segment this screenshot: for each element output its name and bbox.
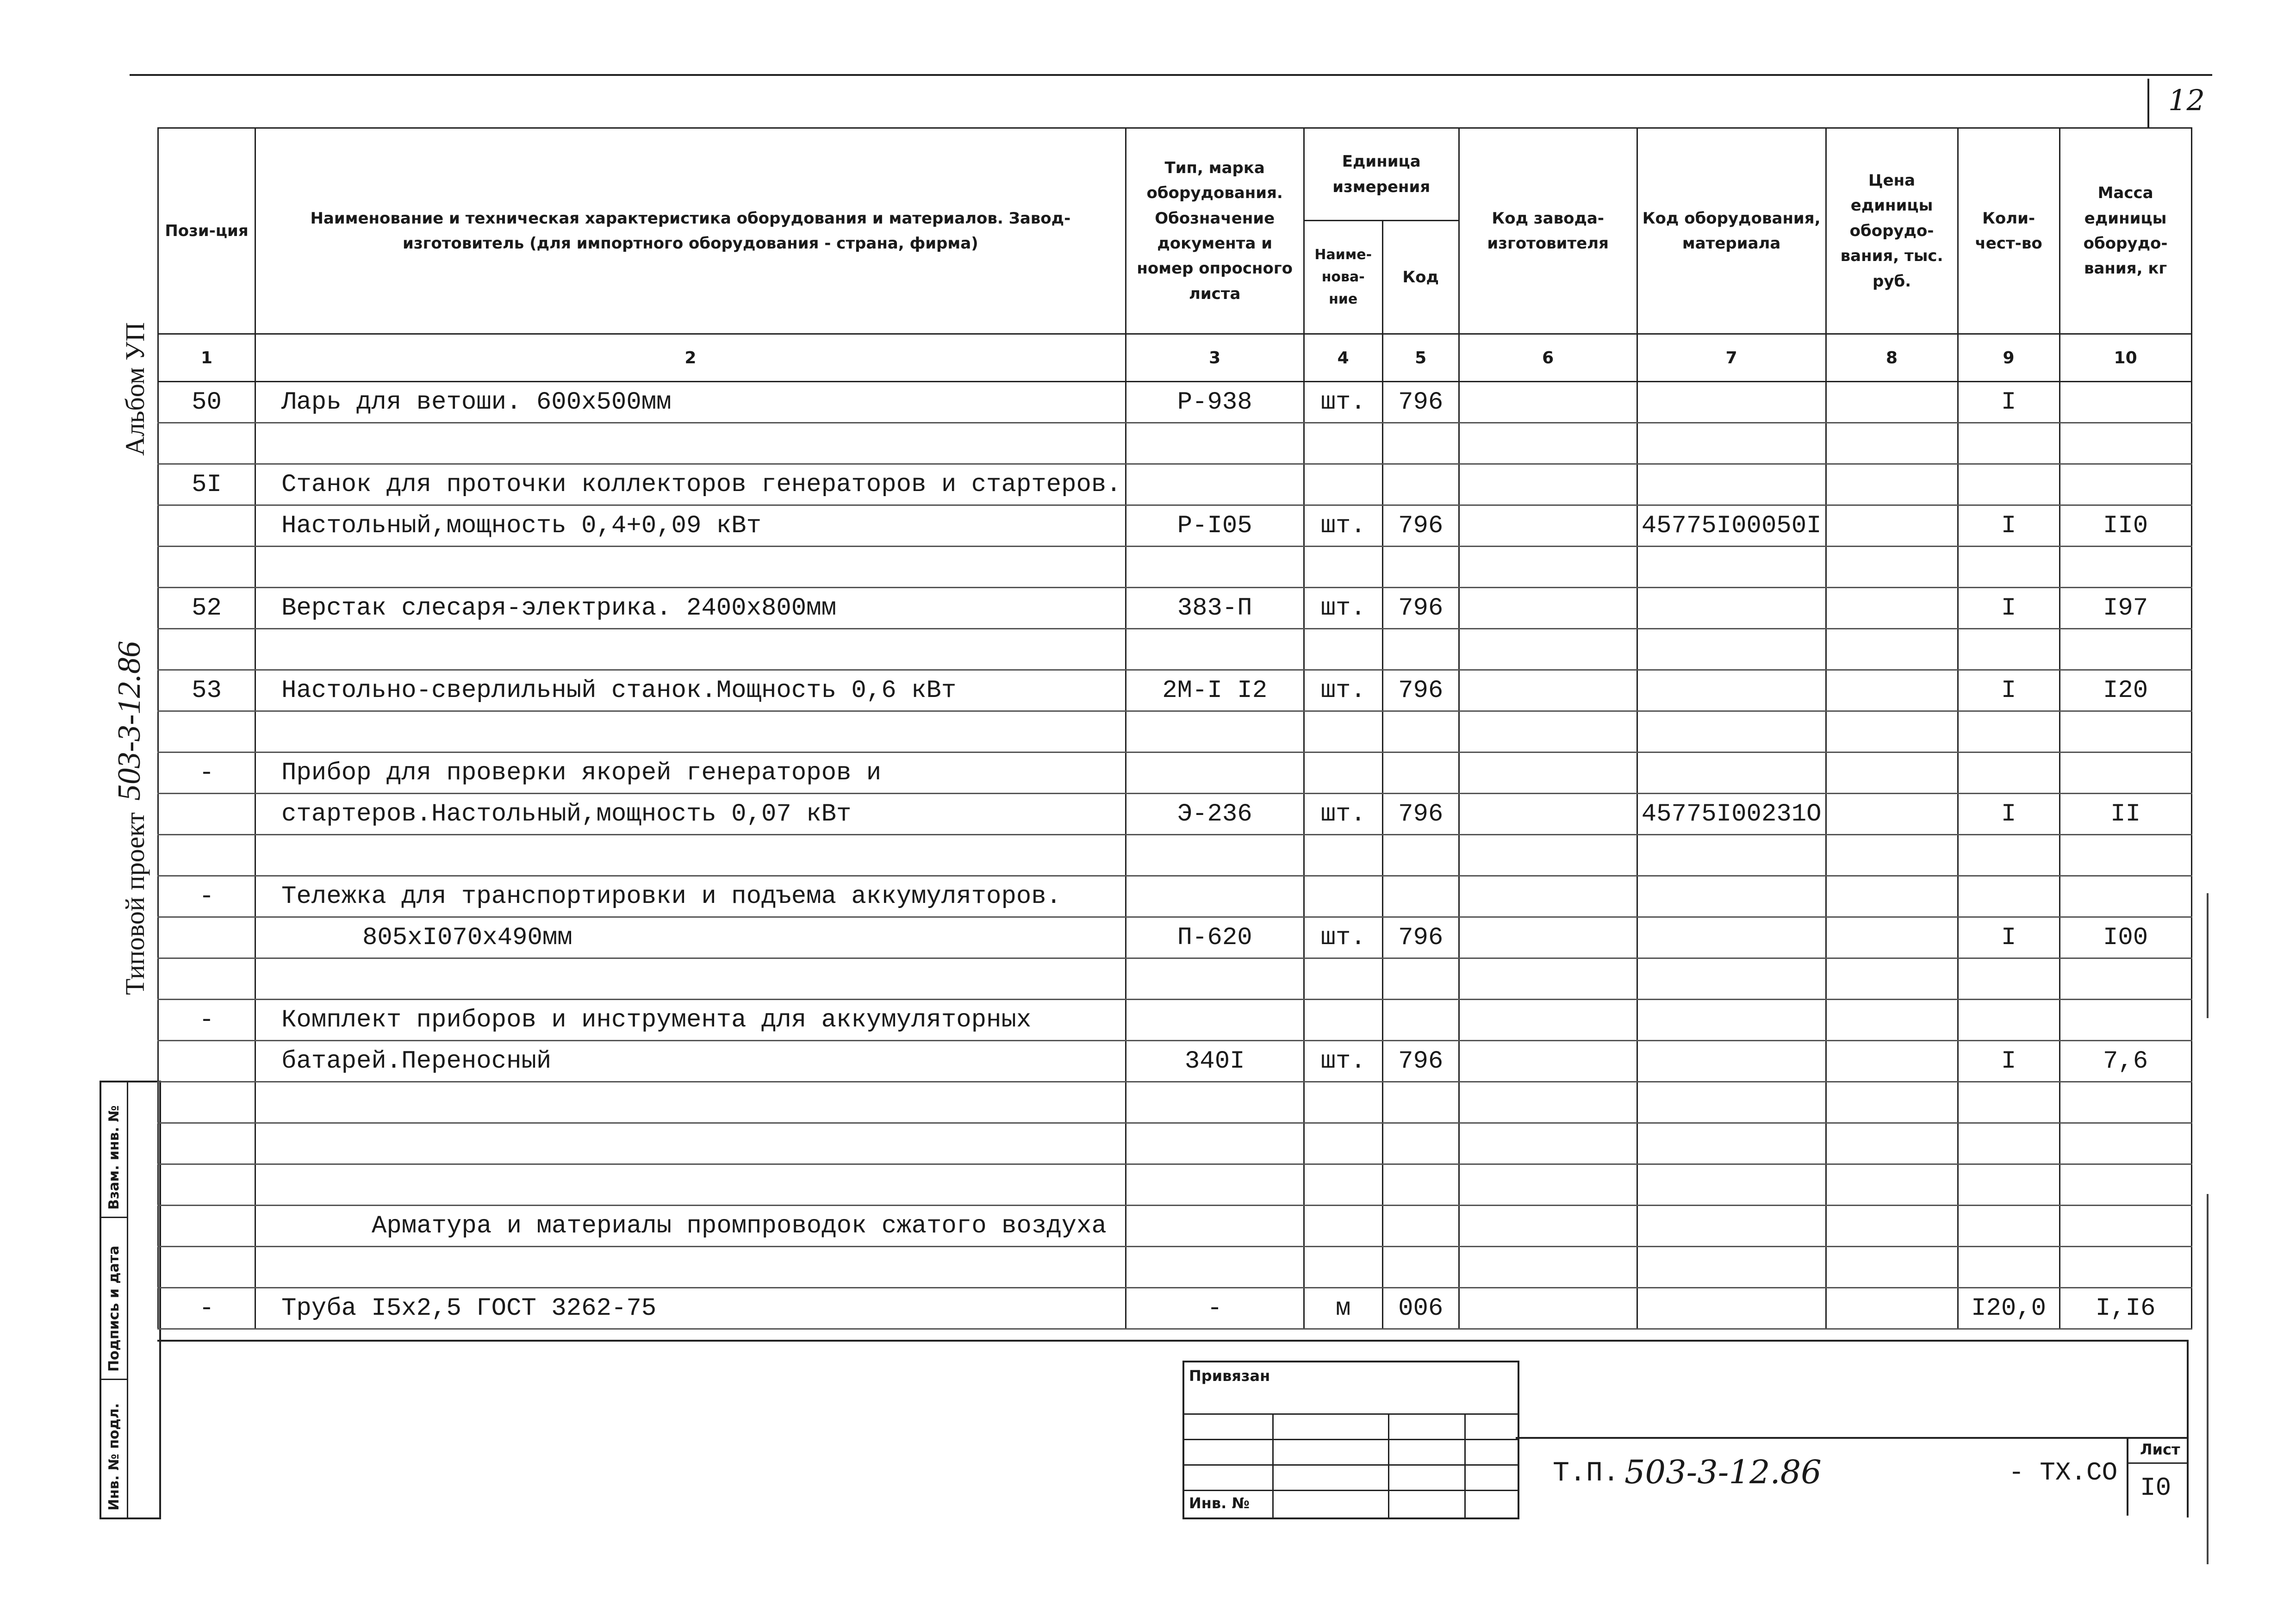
table-row	[158, 794, 2192, 835]
doc-code: 503-3-12.86	[1624, 1453, 1822, 1491]
unit-cell	[1304, 1000, 1382, 1041]
side-label-project: Типовой проект	[120, 812, 150, 995]
stamp-inv-original: Инв. № подл.	[106, 1403, 122, 1511]
type-cell	[1126, 835, 1304, 876]
unit-code-cell: 796	[1382, 1041, 1459, 1082]
doc-suffix: - ТХ.СО	[2009, 1458, 2118, 1487]
title-divider	[1516, 1437, 2187, 1439]
equip-code-cell	[1637, 670, 1826, 711]
equip-code-cell	[1637, 958, 1826, 1000]
unit-cell: шт.	[1304, 505, 1382, 547]
column-number: 9	[1958, 334, 2060, 382]
mass-cell	[2060, 1247, 2191, 1288]
type-cell	[1126, 958, 1304, 1000]
qty-cell	[1958, 835, 2060, 876]
unit-cell	[1304, 835, 1382, 876]
unit-cell: шт.	[1304, 917, 1382, 958]
table-body	[158, 382, 2192, 1329]
type-cell: 383-П	[1126, 588, 1304, 629]
table-row	[158, 423, 2192, 464]
equip-code-cell	[1637, 711, 1826, 752]
sheet-box	[2127, 1437, 2189, 1516]
type-cell: 2М-I I2	[1126, 670, 1304, 711]
name-cell: Тележка для транспортировки и подъема аккумуляторов.	[255, 876, 1126, 917]
price-cell	[1826, 464, 1958, 505]
mass-cell	[2060, 958, 2191, 1000]
qty-cell: I	[1958, 588, 2060, 629]
price-cell	[1826, 835, 1958, 876]
equip-code-cell	[1637, 547, 1826, 588]
price-cell	[1826, 711, 1958, 752]
qty-cell	[1958, 1000, 2060, 1041]
equip-code-cell	[1637, 1247, 1826, 1288]
name-cell: стартеров.Настольный,мощность 0,07 кВт	[255, 794, 1126, 835]
maker-code-cell	[1459, 629, 1637, 670]
unit-code-cell	[1382, 629, 1459, 670]
equip-code-cell	[1637, 1041, 1826, 1082]
column-number: 1	[158, 334, 255, 382]
name-cell	[255, 547, 1126, 588]
table-row	[158, 1288, 2192, 1329]
side-label-project-code: 503-3-12.86	[112, 641, 147, 801]
unit-code-cell	[1382, 752, 1459, 794]
mass-cell	[2060, 423, 2191, 464]
table-row	[158, 505, 2192, 547]
mass-cell: I20	[2060, 670, 2191, 711]
unit-code-cell: 796	[1382, 670, 1459, 711]
unit-code-cell: 006	[1382, 1288, 1459, 1329]
type-cell	[1126, 711, 1304, 752]
equip-code-cell	[1637, 752, 1826, 794]
column-number: 5	[1382, 334, 1459, 382]
type-cell: П-620	[1126, 917, 1304, 958]
table-row	[158, 917, 2192, 958]
table-row	[158, 1041, 2192, 1082]
qty-cell	[1958, 1164, 2060, 1206]
unit-code-cell: 796	[1382, 382, 1459, 423]
maker-code-cell	[1459, 876, 1637, 917]
name-cell	[255, 711, 1126, 752]
header-type: Тип, марка оборудования. Обозначение документа и номер опросного листа	[1126, 128, 1304, 334]
table-row	[158, 835, 2192, 876]
type-cell	[1126, 464, 1304, 505]
price-cell	[1826, 1041, 1958, 1082]
name-cell	[255, 1247, 1126, 1288]
equip-code-cell	[1637, 464, 1826, 505]
mass-cell	[2060, 1123, 2191, 1164]
column-number: 6	[1459, 334, 1637, 382]
equip-code-cell	[1637, 382, 1826, 423]
unit-cell: шт.	[1304, 670, 1382, 711]
type-cell: Э-236	[1126, 794, 1304, 835]
qty-cell: I	[1958, 794, 2060, 835]
unit-code-cell	[1382, 1000, 1459, 1041]
position-cell: 50	[158, 382, 255, 423]
stamp-replaced-inv: Взам. инв. №	[106, 1105, 122, 1210]
maker-code-cell	[1459, 1288, 1637, 1329]
binding-label: Привязан	[1189, 1367, 1270, 1385]
maker-code-cell	[1459, 670, 1637, 711]
position-cell	[158, 958, 255, 1000]
unit-code-cell	[1382, 958, 1459, 1000]
name-cell: 805хI070х490мм	[255, 917, 1126, 958]
maker-code-cell	[1459, 1123, 1637, 1164]
name-cell	[255, 423, 1126, 464]
price-cell	[1826, 1123, 1958, 1164]
mass-cell	[2060, 876, 2191, 917]
unit-code-cell: 796	[1382, 588, 1459, 629]
unit-cell: шт.	[1304, 382, 1382, 423]
type-cell: Р-938	[1126, 382, 1304, 423]
header-unit-name: Наиме-нова-ние	[1304, 221, 1382, 334]
unit-code-cell: 796	[1382, 917, 1459, 958]
mass-cell	[2060, 1164, 2191, 1206]
type-cell: Р-I05	[1126, 505, 1304, 547]
table-row	[158, 711, 2192, 752]
mass-cell	[2060, 382, 2191, 423]
position-cell	[158, 629, 255, 670]
sheet-number: I0	[2140, 1473, 2172, 1503]
maker-code-cell	[1459, 1247, 1637, 1288]
header-pos: Пози-ция	[158, 128, 255, 334]
header-price: Цена единицы оборудо-вания, тыс. руб.	[1826, 128, 1958, 334]
maker-code-cell	[1459, 711, 1637, 752]
unit-code-cell	[1382, 1247, 1459, 1288]
qty-cell	[1958, 1206, 2060, 1247]
position-cell: 5I	[158, 464, 255, 505]
unit-cell	[1304, 547, 1382, 588]
unit-code-cell: 796	[1382, 794, 1459, 835]
mass-cell: 7,6	[2060, 1041, 2191, 1082]
unit-code-cell	[1382, 1206, 1459, 1247]
type-cell	[1126, 547, 1304, 588]
table-row	[158, 1247, 2192, 1288]
price-cell	[1826, 1206, 1958, 1247]
page-number: 12	[2168, 83, 2205, 117]
header-equip-code: Код оборудования, материала	[1637, 128, 1826, 334]
position-cell	[158, 1123, 255, 1164]
price-cell	[1826, 1000, 1958, 1041]
equip-code-cell: 45775I00231O	[1637, 794, 1826, 835]
maker-code-cell	[1459, 835, 1637, 876]
unit-cell	[1304, 1082, 1382, 1123]
unit-code-cell: 796	[1382, 505, 1459, 547]
binding-stamp	[1182, 1361, 1519, 1519]
mass-cell: I97	[2060, 588, 2191, 629]
price-cell	[1826, 670, 1958, 711]
unit-cell: шт.	[1304, 794, 1382, 835]
maker-code-cell	[1459, 547, 1637, 588]
equipment-table	[157, 127, 2192, 1330]
unit-cell	[1304, 423, 1382, 464]
qty-cell: I	[1958, 917, 2060, 958]
mass-cell	[2060, 1206, 2191, 1247]
qty-cell	[1958, 1247, 2060, 1288]
mass-cell	[2060, 1000, 2191, 1041]
price-cell	[1826, 1082, 1958, 1123]
equip-code-cell	[1637, 917, 1826, 958]
top-rule	[130, 74, 2212, 76]
column-number-row	[158, 334, 2192, 382]
maker-code-cell	[1459, 1041, 1637, 1082]
mass-cell	[2060, 752, 2191, 794]
position-cell: 52	[158, 588, 255, 629]
position-cell	[158, 1082, 255, 1123]
maker-code-cell	[1459, 505, 1637, 547]
mass-cell: I,I6	[2060, 1288, 2191, 1329]
price-cell	[1826, 876, 1958, 917]
equip-code-cell	[1637, 835, 1826, 876]
maker-code-cell	[1459, 1082, 1637, 1123]
table-row	[158, 958, 2192, 1000]
price-cell	[1826, 1164, 1958, 1206]
type-cell	[1126, 1164, 1304, 1206]
type-cell	[1126, 1206, 1304, 1247]
name-cell	[255, 629, 1126, 670]
position-cell	[158, 505, 255, 547]
header-name: Наименование и техническая характеристика оборудования и материалов. Завод-изготовитель (для импортного оборудования - страна, фирма)	[255, 128, 1126, 334]
name-cell	[255, 1123, 1126, 1164]
position-cell	[158, 711, 255, 752]
unit-cell	[1304, 752, 1382, 794]
maker-code-cell	[1459, 423, 1637, 464]
type-cell	[1126, 752, 1304, 794]
header-mass: Масса единицы оборудо-вания, кг	[2060, 128, 2191, 334]
price-cell	[1826, 629, 1958, 670]
mass-cell: I00	[2060, 917, 2191, 958]
price-cell	[1826, 382, 1958, 423]
maker-code-cell	[1459, 1000, 1637, 1041]
mass-cell	[2060, 1082, 2191, 1123]
unit-code-cell	[1382, 876, 1459, 917]
price-cell	[1826, 588, 1958, 629]
unit-cell	[1304, 1164, 1382, 1206]
unit-code-cell	[1382, 1123, 1459, 1164]
type-cell: -	[1126, 1288, 1304, 1329]
qty-cell	[1958, 1082, 2060, 1123]
type-cell	[1126, 629, 1304, 670]
table-row	[158, 588, 2192, 629]
equip-code-cell	[1637, 876, 1826, 917]
unit-cell: шт.	[1304, 588, 1382, 629]
price-cell	[1826, 917, 1958, 958]
maker-code-cell	[1459, 958, 1637, 1000]
name-cell: Арматура и материалы промпроводок сжатого воздуха	[255, 1206, 1126, 1247]
equip-code-cell	[1637, 1082, 1826, 1123]
table-row	[158, 1000, 2192, 1041]
position-cell: -	[158, 1288, 255, 1329]
unit-cell	[1304, 629, 1382, 670]
type-cell	[1126, 876, 1304, 917]
header-unit-group: Единица измерения	[1304, 128, 1459, 221]
qty-cell	[1958, 1123, 2060, 1164]
column-number: 3	[1126, 334, 1304, 382]
unit-code-cell	[1382, 711, 1459, 752]
type-cell	[1126, 1000, 1304, 1041]
side-label-album: Альбом УП	[120, 322, 150, 456]
unit-cell	[1304, 711, 1382, 752]
name-cell	[255, 835, 1126, 876]
name-cell	[255, 1164, 1126, 1206]
header-maker-code: Код завода-изготовителя	[1459, 128, 1637, 334]
qty-cell: I	[1958, 1041, 2060, 1082]
name-cell: Труба I5х2,5 ГОСТ 3262-75	[255, 1288, 1126, 1329]
equip-code-cell	[1637, 423, 1826, 464]
qty-cell	[1958, 752, 2060, 794]
title-block	[157, 1340, 2189, 1517]
stamp-signature-date: Подпись и дата	[106, 1245, 122, 1372]
maker-code-cell	[1459, 588, 1637, 629]
price-cell	[1826, 1247, 1958, 1288]
mass-cell	[2060, 711, 2191, 752]
name-cell: Настольно-сверлильный станок.Мощность 0,6 кВт	[255, 670, 1126, 711]
column-number: 8	[1826, 334, 1958, 382]
mass-cell	[2060, 835, 2191, 876]
position-cell	[158, 423, 255, 464]
name-cell: Комплект приборов и инструмента для аккумуляторных	[255, 1000, 1126, 1041]
equip-code-cell	[1637, 629, 1826, 670]
unit-code-cell	[1382, 464, 1459, 505]
name-cell	[255, 1082, 1126, 1123]
price-cell	[1826, 547, 1958, 588]
type-cell	[1126, 1082, 1304, 1123]
name-cell: Ларь для ветоши. 600х500мм	[255, 382, 1126, 423]
name-cell: Прибор для проверки якорей генераторов и	[255, 752, 1126, 794]
qty-cell: I20,0	[1958, 1288, 2060, 1329]
table-row	[158, 1164, 2192, 1206]
position-cell: -	[158, 752, 255, 794]
unit-cell	[1304, 464, 1382, 505]
maker-code-cell	[1459, 382, 1637, 423]
price-cell	[1826, 505, 1958, 547]
equip-code-cell	[1637, 1123, 1826, 1164]
equip-code-cell	[1637, 588, 1826, 629]
table-row	[158, 547, 2192, 588]
sheet-label: Лист	[2140, 1441, 2180, 1458]
unit-cell	[1304, 958, 1382, 1000]
name-cell: Верстак слесаря-электрика. 2400х800мм	[255, 588, 1126, 629]
unit-cell	[1304, 876, 1382, 917]
position-cell	[158, 1206, 255, 1247]
right-margin-mark	[2207, 1194, 2209, 1564]
price-cell	[1826, 423, 1958, 464]
unit-cell	[1304, 1247, 1382, 1288]
stamp-column	[100, 1081, 161, 1519]
table-row	[158, 382, 2192, 423]
unit-code-cell	[1382, 547, 1459, 588]
column-number: 4	[1304, 334, 1382, 382]
right-margin-mark	[2207, 893, 2209, 1018]
unit-cell	[1304, 1123, 1382, 1164]
unit-cell: м	[1304, 1288, 1382, 1329]
position-cell	[158, 917, 255, 958]
table-row	[158, 670, 2192, 711]
unit-cell: шт.	[1304, 1041, 1382, 1082]
qty-cell	[1958, 547, 2060, 588]
equip-code-cell	[1637, 1288, 1826, 1329]
qty-cell	[1958, 876, 2060, 917]
unit-code-cell	[1382, 835, 1459, 876]
qty-cell	[1958, 711, 2060, 752]
qty-cell	[1958, 423, 2060, 464]
unit-code-cell	[1382, 1082, 1459, 1123]
qty-cell: I	[1958, 670, 2060, 711]
maker-code-cell	[1459, 917, 1637, 958]
equip-code-cell	[1637, 1164, 1826, 1206]
position-cell: -	[158, 876, 255, 917]
table-row	[158, 752, 2192, 794]
position-cell	[158, 1247, 255, 1288]
qty-cell	[1958, 629, 2060, 670]
name-cell: Станок для проточки коллекторов генераторов и стартеров.	[255, 464, 1126, 505]
mass-cell: II0	[2060, 505, 2191, 547]
qty-cell: I	[1958, 382, 2060, 423]
table-row	[158, 629, 2192, 670]
table-row	[158, 1123, 2192, 1164]
maker-code-cell	[1459, 794, 1637, 835]
table-row	[158, 1206, 2192, 1247]
qty-cell: I	[1958, 505, 2060, 547]
equip-code-cell: 45775I00050I	[1637, 505, 1826, 547]
name-cell: батарей.Переносный	[255, 1041, 1126, 1082]
price-cell	[1826, 1288, 1958, 1329]
qty-cell	[1958, 464, 2060, 505]
mass-cell	[2060, 629, 2191, 670]
position-cell	[158, 794, 255, 835]
position-cell	[158, 1164, 255, 1206]
inv-no-label: Инв. №	[1189, 1494, 1250, 1512]
column-number: 7	[1637, 334, 1826, 382]
type-cell	[1126, 1247, 1304, 1288]
table-row	[158, 1082, 2192, 1123]
name-cell: Настольный,мощность 0,4+0,09 кВт	[255, 505, 1126, 547]
unit-cell	[1304, 1206, 1382, 1247]
doc-prefix: Т.П.	[1553, 1458, 1620, 1489]
price-cell	[1826, 794, 1958, 835]
name-cell	[255, 958, 1126, 1000]
type-cell: 340I	[1126, 1041, 1304, 1082]
type-cell	[1126, 423, 1304, 464]
position-cell: 53	[158, 670, 255, 711]
mass-cell	[2060, 464, 2191, 505]
qty-cell	[1958, 958, 2060, 1000]
equip-code-cell	[1637, 1000, 1826, 1041]
mass-cell: II	[2060, 794, 2191, 835]
unit-code-cell	[1382, 1164, 1459, 1206]
position-cell: -	[158, 1000, 255, 1041]
price-cell	[1826, 752, 1958, 794]
position-cell	[158, 835, 255, 876]
header-qty: Коли-чест-во	[1958, 128, 2060, 334]
column-number: 10	[2060, 334, 2191, 382]
maker-code-cell	[1459, 752, 1637, 794]
mass-cell	[2060, 547, 2191, 588]
table-row	[158, 876, 2192, 917]
maker-code-cell	[1459, 464, 1637, 505]
unit-code-cell	[1382, 423, 1459, 464]
type-cell	[1126, 1123, 1304, 1164]
maker-code-cell	[1459, 1164, 1637, 1206]
position-cell	[158, 547, 255, 588]
price-cell	[1826, 958, 1958, 1000]
column-number: 2	[255, 334, 1126, 382]
maker-code-cell	[1459, 1206, 1637, 1247]
table-row	[158, 464, 2192, 505]
equip-code-cell	[1637, 1206, 1826, 1247]
position-cell	[158, 1041, 255, 1082]
header-unit-code: Код	[1382, 221, 1459, 334]
